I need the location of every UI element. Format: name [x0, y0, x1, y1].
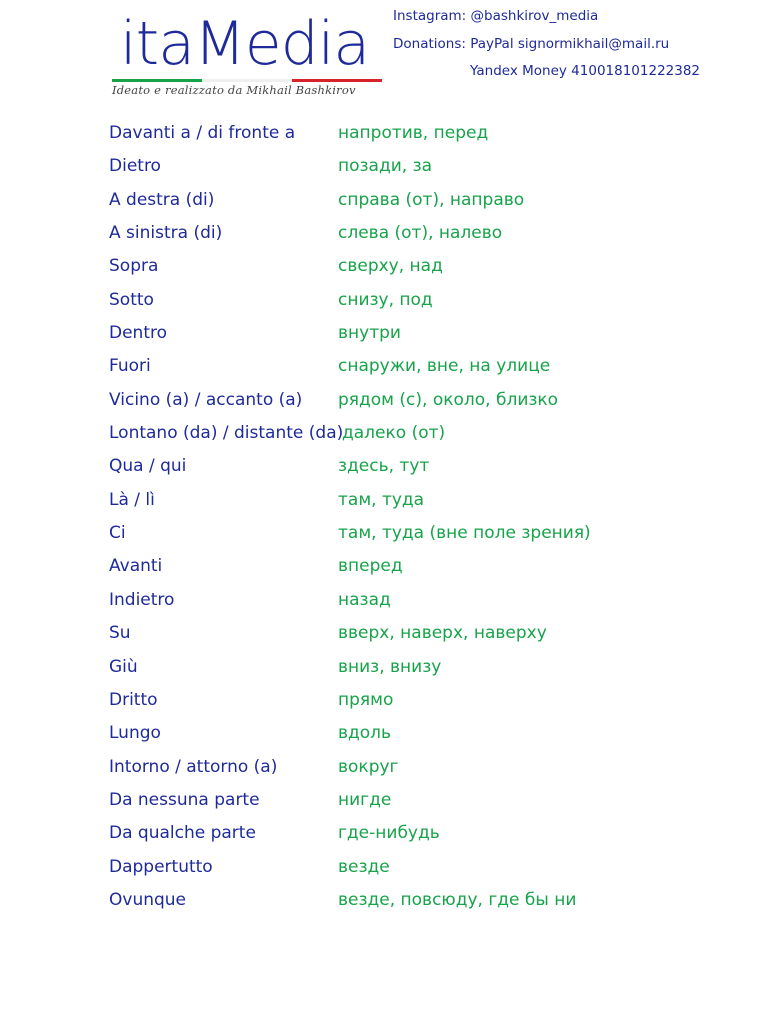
vocab-row: [109, 617, 729, 650]
italian-term: Lungo: [109, 723, 161, 744]
flag-green-segment: [112, 79, 202, 82]
russian-translation: вдоль: [338, 723, 392, 744]
vocab-row: [109, 751, 729, 784]
italian-term: Dentro: [109, 323, 168, 344]
italian-term: Intorno / attorno (a): [109, 756, 278, 777]
vocab-row: [109, 484, 729, 517]
russian-translation: прямо: [338, 689, 394, 710]
vocab-row: [109, 417, 729, 450]
vocab-row: [109, 717, 729, 750]
vocab-row: [109, 884, 729, 917]
russian-translation: напротив, перед: [338, 123, 489, 143]
italian-term: Dietro: [109, 156, 161, 177]
vocab-row: [109, 584, 729, 617]
italian-term: A destra (di): [109, 189, 215, 210]
russian-translation: справа (от), направо: [338, 189, 525, 210]
vocab-row: [109, 684, 729, 717]
flag-white-segment: [202, 79, 292, 82]
flag-red-segment: [292, 79, 382, 82]
italian-term: Da nessuna parte: [109, 789, 260, 810]
italian-term: Indietro: [109, 589, 175, 610]
italian-term: Sotto: [109, 289, 154, 310]
donations-yandex: Yandex Money 410018101222382: [470, 63, 701, 79]
italian-term: Qua / qui: [109, 456, 187, 477]
italian-term: Giù: [109, 656, 138, 677]
itamedia-logo: [110, 8, 385, 100]
italian-term: Là / lì: [109, 489, 155, 510]
vocab-row: [109, 250, 729, 283]
vocab-row: [109, 550, 729, 583]
vocab-row: [109, 217, 729, 250]
russian-translation: позади, за: [338, 156, 433, 177]
russian-translation: назад: [338, 589, 391, 610]
russian-translation: вверх, наверх, наверху: [338, 623, 547, 644]
russian-translation: везде, повсюду, где бы ни: [338, 889, 577, 910]
russian-translation: снаружи, вне, на улице: [338, 356, 551, 377]
russian-translation: вперед: [338, 556, 403, 577]
italian-term: A sinistra (di): [109, 223, 223, 244]
vocab-row: [109, 851, 729, 884]
russian-translation: нигде: [338, 789, 392, 810]
vocabulary-list: [109, 117, 729, 917]
italian-term: Dappertutto: [109, 856, 213, 877]
russian-translation: снизу, под: [338, 289, 433, 310]
italian-flag-line: [112, 79, 382, 82]
donations-paypal: Donations: PayPal signormikhail@mail.ru: [393, 36, 670, 52]
vocab-row: [109, 384, 729, 417]
logo-subtitle: Ideato e realizzato da Mikhail Bashkirov: [112, 83, 356, 97]
russian-translation: вниз, внизу: [338, 656, 442, 677]
russian-translation: там, туда (вне поле зрения): [338, 523, 591, 544]
vocab-row: [109, 350, 729, 383]
russian-translation: везде: [338, 856, 390, 877]
russian-translation: вокруг: [338, 756, 399, 777]
italian-term: Da qualche parte: [109, 823, 256, 844]
logo-title: itaMedia: [120, 9, 370, 79]
italian-term: Davanti a / di fronte a: [109, 123, 296, 143]
russian-translation: там, туда: [338, 489, 425, 510]
italian-term: Ci: [109, 523, 126, 544]
vocab-row: [109, 651, 729, 684]
russian-translation: сверху, над: [338, 256, 443, 277]
vocab-row: [109, 817, 729, 850]
italian-term: Fuori: [109, 356, 151, 377]
russian-translation: далеко (от): [342, 423, 446, 444]
vocab-row: [109, 317, 729, 350]
italian-term: Lontano (da) / distante (da): [109, 423, 344, 444]
vocab-row: [109, 284, 729, 317]
vocab-row: [109, 150, 729, 183]
vocab-row: [109, 784, 729, 817]
russian-translation: где-нибудь: [338, 823, 440, 844]
italian-term: Sopra: [109, 256, 159, 277]
russian-translation: слева (от), налево: [338, 223, 503, 244]
italian-term: Su: [109, 623, 131, 644]
russian-translation: внутри: [338, 323, 401, 344]
italian-term: Dritto: [109, 689, 158, 710]
russian-translation: здесь, тут: [338, 456, 430, 477]
russian-translation: рядом (с), около, близко: [338, 389, 559, 410]
vocab-row: [109, 517, 729, 550]
italian-term: Ovunque: [109, 889, 187, 910]
italian-term: Vicino (a) / accanto (a): [109, 389, 303, 410]
vocab-row: [109, 117, 729, 150]
italian-term: Avanti: [109, 556, 163, 577]
instagram-handle: Instagram: @bashkirov_media: [393, 8, 599, 24]
vocab-row: [109, 450, 729, 483]
vocab-row: [109, 184, 729, 217]
